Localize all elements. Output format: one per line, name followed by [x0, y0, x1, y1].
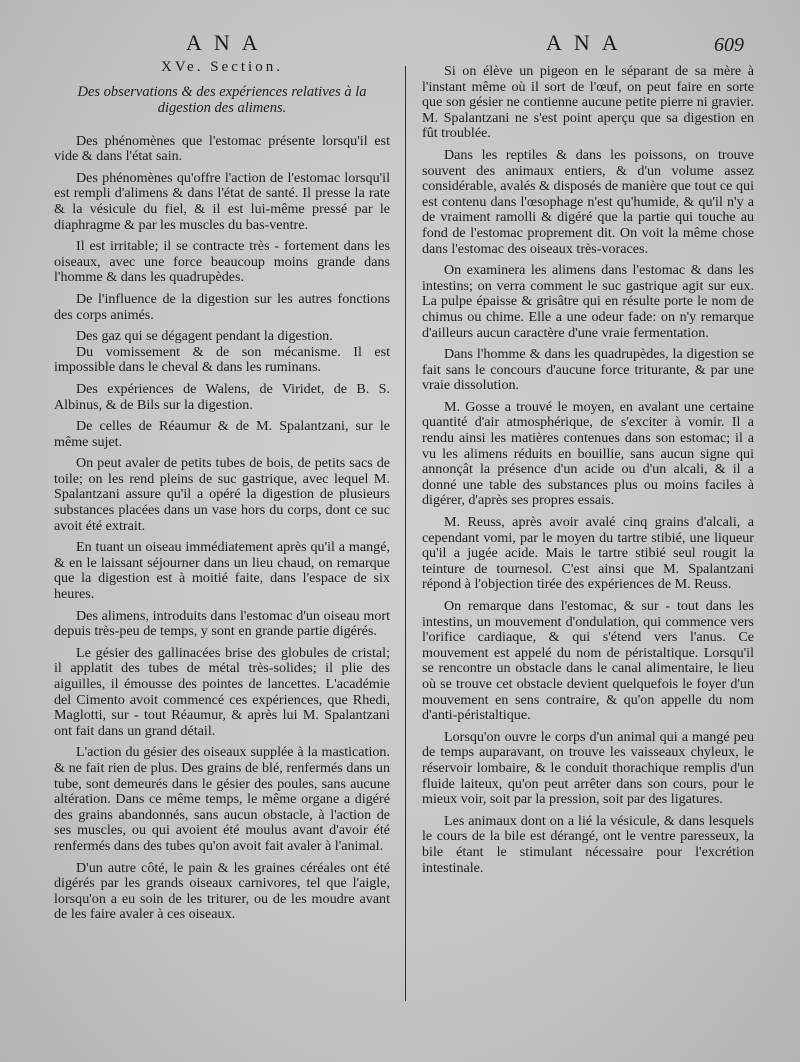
running-head-left: ANA [186, 30, 270, 55]
paragraph: De l'influence de la digestion sur les autres fonctions des corps animés. [54, 290, 390, 323]
column-divider [405, 66, 406, 1001]
paragraph: Si on élève un pigeon en le séparant de sa mère à l'instant même où il sort de l'œuf, on peut faire en sorte que son gésier ne contienne aucune petite pierre ni gravier. M. Spalantzani ne s'est point aperçu que sa digestion en fût troublée. [422, 63, 754, 142]
paragraph: En tuant un oiseau immédiatement après qu'il a mangé, & en le laissant séjourner dans un lieu chaud, on remarque que la digestion est à moitié faite, dans l'espace de six heures. [54, 539, 390, 603]
paragraph: Il est irritable; il se contracte très - fortement dans les oiseaux, avec une force beaucoup moins grande dans l'homme & dans les quadrupèdes. [54, 238, 390, 286]
left-column [54, 60, 390, 929]
paragraph: Les animaux dont on a lié la vésicule, & dans lesquels le cours de la bile est dérangé, ont le ventre paresseux, la bile étant le stimulant nécessaire pour l'excrétion intestinale. [422, 812, 754, 876]
paragraph: L'action du gésier des oiseaux supplée à la mastication. & ne fait rien de plus. Des grains de blé, renfermés dans un tube, sont demeurés dans le gésier des poules, sans aucune altération. Dans ce même temps, le même organe a digéré des grains abandonnés, sans aucun obstacle, à l'action de ses muscles, ou qui avoient été moulus avant d'avoir été renfermés dans des tubes qu'on avoit fait avaler à l'animal. [54, 744, 390, 854]
paragraph: Des alimens, introduits dans l'estomac d'un oiseau mort depuis très-peu de temps, y sont en grande partie digérés. [54, 607, 390, 640]
paragraph: Des gaz qui se dégagent pendant la digestion. [76, 328, 333, 345]
paragraph: D'un autre côté, le pain & les graines céréales ont été digérés par les grands oiseaux carnivores, tel que l'aigle, lorsqu'on a eu soin de les triturer, ou de les moudre avant de les faire avaler à ces oiseaux. [54, 859, 390, 923]
paragraph: On peut avaler de petits tubes de bois, de petits sacs de toile; on les rend pleins de suc gastrique, avec lequel M. Spalantzani assure qu'il a opéré la digestion de plusieurs substances placées dans un vase hors du corps, dont ce suc avoit été extrait. [54, 455, 390, 534]
paragraph: Dans les reptiles & dans les poissons, on trouve souvent des animaux entiers, & d'un volume assez considérable, avalés & disposés de manière que tout ce qui est contenu dans l'œsophage n'est qu'humide, & qu'il n'y a de vraiment ramolli & digéré que la partie qui touche au fond de l'estomac proprement dit. On voit la même chose dans l'estomac des oiseaux très-voraces. [422, 146, 754, 257]
running-head-right: ANA [546, 30, 630, 55]
paragraph: Du vomissement & de son mécanisme. Il est impossible dans le cheval & dans les ruminans. [54, 343, 390, 376]
paragraph: Lorsqu'on ouvre le corps d'un animal qui a mangé peu de temps auparavant, on trouve les vaisseaux chyleux, le réservoir lombaire, & le conduit thorachique remplis d'un fluide laiteux, qu'on peut arrêter dans son cours, pour le mieux voir, soit par la pression, soit par des ligatures. [422, 728, 754, 808]
paragraph: Dans l'homme & dans les quadrupèdes, la digestion se fait sans le concours d'aucune force triturante, & par une vraie dissolution. [422, 346, 754, 394]
paragraph: Des expériences de Walens, de Viridet, de B. S. Albinus, & de Bils sur la digestion. [54, 380, 390, 413]
paragraph: On remarque dans l'estomac, & sur - tout dans les intestins, un mouvement d'ondulation, qui commence vers l'orifice cardiaque, & qui s'étend vers l'anus. Ce mouvement est appelé du nom de péristaltique. Lorsqu'il se rencontre un obstacle dans le canal alimentaire, le lieu où se trouve cet obstacle devient quelquefois le foyer d'un mouvement en sens contraire, & qu'on appelle du nom d'anti-péristaltique. [422, 598, 754, 724]
paragraph: Des phénomènes que l'estomac présente lorsqu'il est vide & dans l'état sain. [54, 132, 390, 165]
paragraph: Des phénomènes qu'offre l'action de l'estomac lorsqu'il est rempli d'alimens & dans l'état de santé. Il presse la rate & la vésicule du fiel, & il est lui-même pressé par le diaphragme & par les muscles du bas-ventre. [54, 169, 390, 233]
paragraph: On examinera les alimens dans l'estomac & dans les intestins; on verra comment le suc gastrique agit sur eux. La pulpe épaisse & grisâtre qui en résulte porte le nom de chimus ou chime. Elle a une odeur fade: on n'y remarque d'ailleurs aucun caractère d'une vraie fermentation. [422, 262, 754, 341]
paragraph: Le gésier des gallinacées brise des globules de cristal; il applatit des tubes de métal très-solides; il plie des aiguilles, il émousse des pointes de lancettes. L'académie del Cimento avoit commencé ces expériences, que Rhedi, Maglotti, sur - tout Réaumur, & après lui M. Spalantzani ont fait dans un grand détail. [54, 644, 390, 739]
right-column [422, 64, 754, 882]
paragraph: De celles de Réaumur & de M. Spalantzani, sur le même sujet. [54, 418, 390, 450]
section-title: XVe. Section. [161, 59, 283, 75]
paragraph: M. Gosse a trouvé le moyen, en avalant une certaine quantité d'air atmosphérique, de s'exciter à vomir. Il a rendu ainsi les matières contenues dans son estomac; il a vu les alimens réduits en bouillie, sans aucun signe qui annonçât la présence d'un acide ou d'un alcali, & il a donné une table des substances plus ou moins faciles à digérer, d'après ses propres essais. [422, 398, 754, 509]
page-number: 609 [714, 34, 744, 56]
paragraph: M. Reuss, après avoir avalé cinq grains d'alcali, a cependant vomi, par le moyen du tartre stibié, une liqueur qu'il a jugée acide. Mais le tartre stibié seul rougit la teinture de tournesol. C'est ainsi que M. Spalantzani répond à l'objection tirée des expériences de M. Reuss. [422, 514, 754, 593]
section-subtitle: Des observations & des expériences relatives à la digestion des alimens. [77, 83, 367, 116]
